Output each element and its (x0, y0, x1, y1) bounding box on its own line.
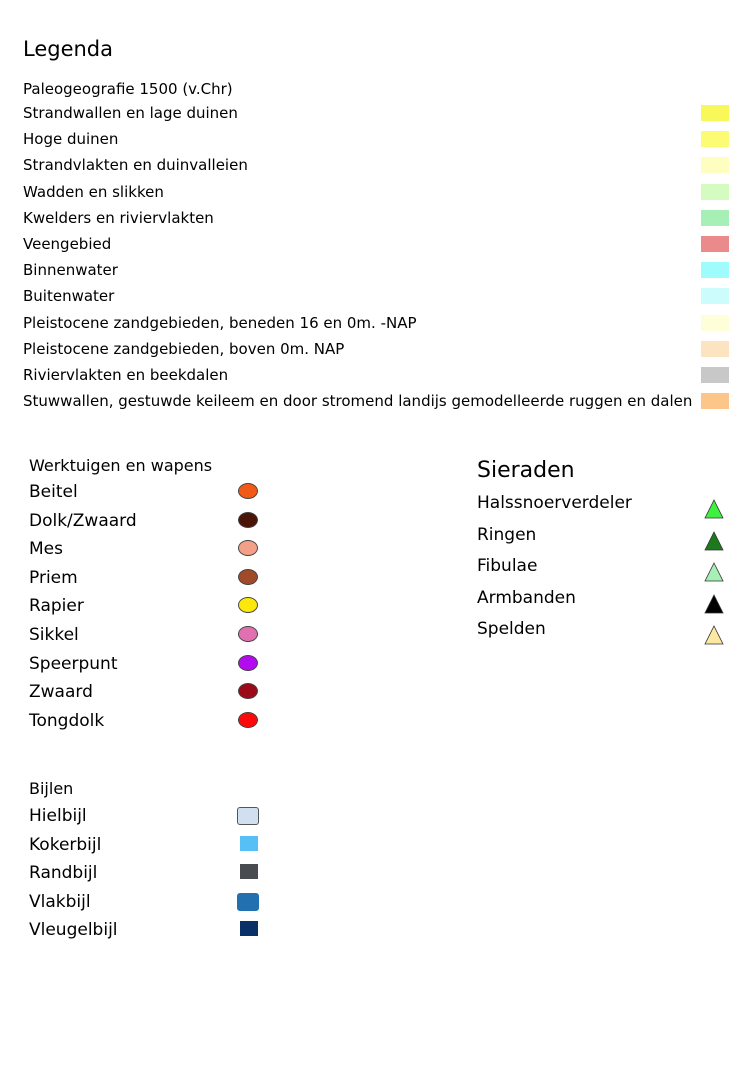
sieraad-label: Fibulae (477, 556, 538, 576)
paleogeo-legend-label: Riviervlakten en beekdalen (23, 366, 229, 384)
paleogeo-color-swatch (701, 341, 729, 357)
paleogeo-legend-row (23, 233, 729, 259)
bijl-square-icon (240, 921, 258, 936)
paleogeo-legend-label: Stuwwallen, gestuwde keileem en door stromend landijs gemodelleerde ruggen en dalen (23, 392, 693, 411)
paleogeo-legend-row (23, 154, 729, 180)
paleogeo-legend-label: Veengebied (23, 235, 112, 253)
werktuig-label: Dolk/Zwaard (29, 510, 137, 531)
werktuig-circle-icon (238, 512, 258, 528)
sieraad-triangle-icon (704, 562, 724, 582)
paleogeo-legend-label: Wadden en slikken (23, 182, 164, 201)
paleogeo-color-swatch (701, 184, 729, 200)
paleogeo-legend-label: Binnenwater (23, 261, 118, 280)
bijlen-title: Bijlen (29, 779, 74, 798)
bijl-label: Vlakbijl (29, 891, 91, 912)
sieraad-label: Ringen (477, 524, 537, 545)
paleogeo-legend-row (23, 207, 729, 233)
paleogeo-color-swatch (701, 393, 729, 409)
sieraad-triangle-icon (704, 625, 724, 645)
sieraad-triangle-icon (704, 531, 724, 551)
werktuig-label: Rapier (29, 596, 84, 617)
bijl-label: Hielbijl (29, 806, 87, 826)
paleogeo-legend-label: Hoge duinen (23, 130, 119, 149)
werktuig-circle-icon (238, 626, 258, 642)
paleogeo-color-swatch (701, 131, 729, 147)
paleogeo-legend-row (23, 285, 729, 311)
paleogeo-legend-row (23, 102, 729, 128)
werktuig-label: Priem (29, 567, 78, 588)
sieraad-label: Armbanden (477, 587, 576, 608)
paleogeo-legend-row (23, 364, 729, 390)
paleogeo-legend-row (23, 312, 729, 338)
paleogeo-legend-row (23, 181, 729, 207)
paleogeo-color-swatch (701, 210, 729, 226)
werktuig-circle-icon (238, 597, 258, 613)
werktuig-circle-icon (238, 655, 258, 671)
paleogeo-header: Paleogeografie 1500 (v.Chr) (23, 80, 233, 98)
bijl-square-icon (240, 864, 258, 879)
werktuig-circle-icon (238, 569, 258, 585)
sieraad-triangle-icon (704, 594, 724, 614)
paleogeo-color-swatch (701, 315, 729, 331)
paleogeo-color-swatch (701, 236, 729, 252)
sieraad-label: Spelden (477, 619, 546, 639)
werktuig-circle-icon (238, 683, 258, 699)
paleogeo-legend-row (23, 390, 729, 416)
bijl-label: Randbijl (29, 863, 98, 884)
paleogeo-color-swatch (701, 367, 729, 383)
paleogeo-color-swatch (701, 157, 729, 173)
paleogeo-color-swatch (701, 288, 729, 304)
sieraad-triangle-icon (704, 499, 724, 519)
bijl-label: Vleugelbijl (29, 920, 118, 941)
werktuig-label: Zwaard (29, 682, 93, 703)
werktuig-label: Speerpunt (29, 653, 118, 674)
bijl-square-icon (240, 836, 258, 851)
paleogeo-legend-label: Kwelders en riviervlakten (23, 208, 214, 227)
paleogeo-color-swatch (701, 262, 729, 278)
paleogeo-legend-label: Strandwallen en lage duinen (23, 104, 238, 122)
paleogeo-legend-row (23, 128, 729, 154)
sieraad-label: Halssnoerverdeler (477, 493, 632, 513)
legend-title: Legenda (23, 37, 114, 61)
werktuig-label: Beitel (29, 482, 78, 502)
paleogeo-color-swatch (701, 105, 729, 121)
paleogeo-legend-label: Buitenwater (23, 287, 115, 306)
werktuig-label: Sikkel (29, 625, 79, 645)
werktuig-circle-icon (238, 483, 258, 499)
werktuigen-title: Werktuigen en wapens (29, 456, 213, 475)
werktuig-circle-icon (238, 712, 258, 728)
werktuig-label: Mes (29, 539, 63, 560)
paleogeo-legend-label: Pleistocene zandgebieden, beneden 16 en 0m. -NAP (23, 313, 417, 332)
bijl-square-icon (237, 893, 259, 911)
werktuig-circle-icon (238, 540, 258, 556)
paleogeo-legend-label: Strandvlakten en duinvalleien (23, 156, 248, 175)
paleogeo-legend-row (23, 338, 729, 364)
bijl-square-icon (237, 807, 259, 825)
paleogeo-legend-row (23, 259, 729, 285)
werktuig-label: Tongdolk (29, 710, 105, 731)
sieraden-title: Sieraden (477, 458, 575, 483)
bijl-label: Kokerbijl (29, 834, 102, 855)
paleogeo-legend-label: Pleistocene zandgebieden, boven 0m. NAP (23, 339, 345, 358)
